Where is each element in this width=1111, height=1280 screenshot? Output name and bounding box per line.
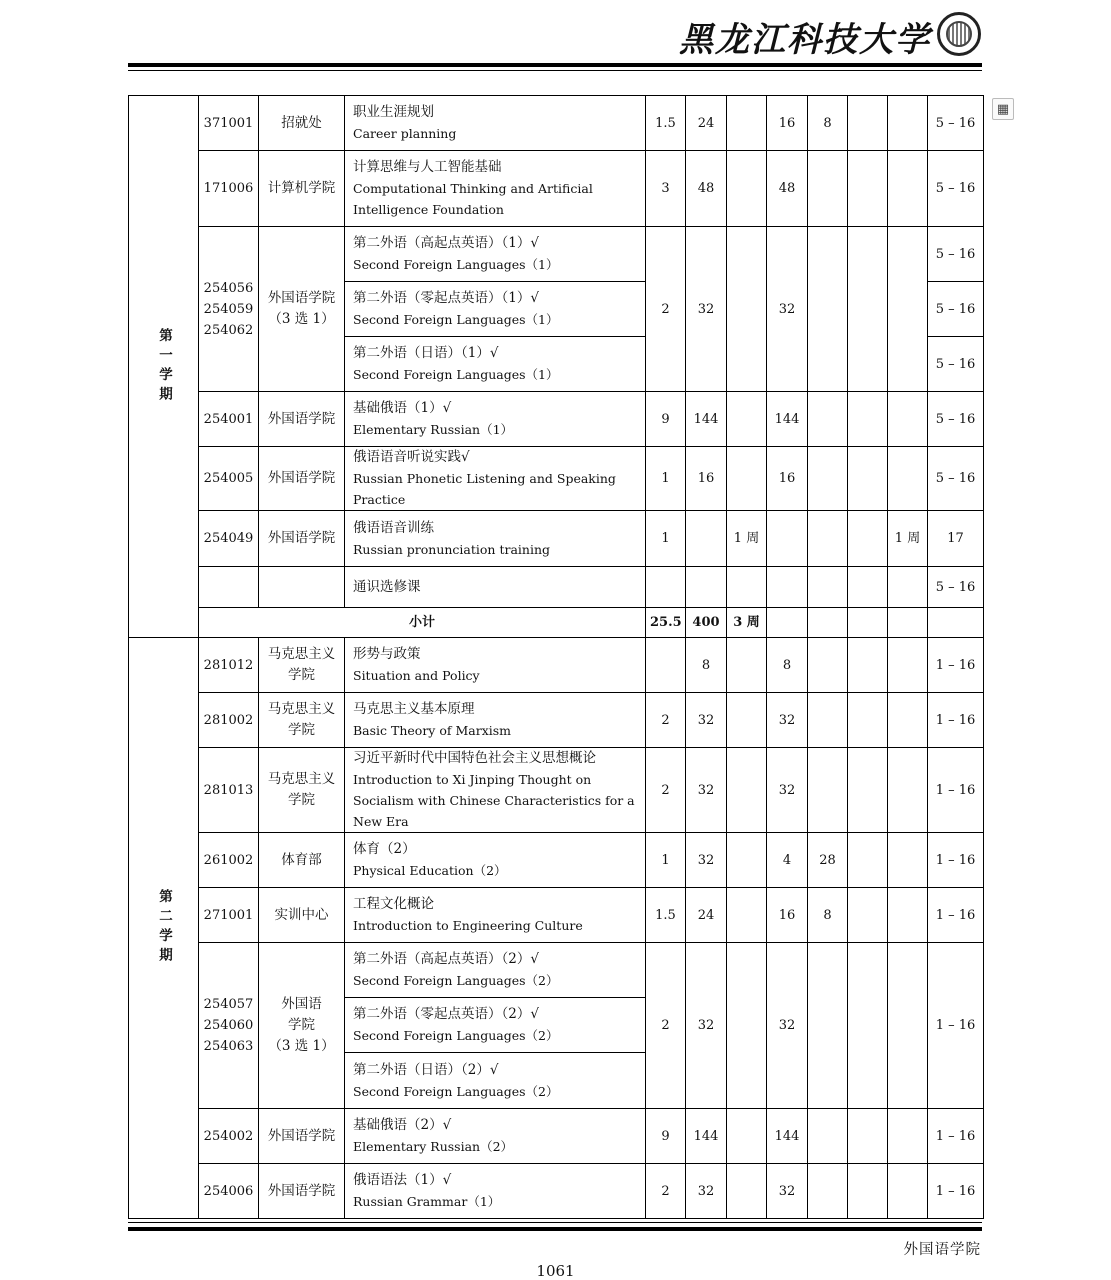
university-seal-icon bbox=[937, 12, 981, 56]
credit: 2 bbox=[646, 227, 686, 392]
course-name: 第二外语（高起点英语）（1）√ Second Foreign Languages（1） bbox=[345, 227, 646, 282]
term-weeks: 5 – 16 bbox=[928, 151, 984, 227]
lecture-hours: 144 bbox=[767, 392, 808, 447]
course-name: 通识选修课 bbox=[345, 567, 646, 608]
term-weeks: 5 – 16 bbox=[928, 447, 984, 511]
table-row bbox=[129, 567, 984, 608]
course-name: 第二外语（高起点英语）（2）√ Second Foreign Languages（2） bbox=[345, 943, 646, 998]
department: 外国语学院 bbox=[259, 392, 345, 447]
department: 外国语 学院 （3 选 1） bbox=[259, 943, 345, 1109]
lecture-hours: 16 bbox=[767, 96, 808, 151]
lecture-hours: 32 bbox=[767, 943, 808, 1109]
table-row bbox=[129, 693, 984, 748]
term-weeks: 5 – 16 bbox=[928, 96, 984, 151]
course-codes: 254056 254059 254062 bbox=[199, 227, 259, 392]
course-codes: 254057 254060 254063 bbox=[199, 943, 259, 1109]
credit: 1.5 bbox=[646, 888, 686, 943]
hours: 24 bbox=[686, 96, 727, 151]
department: 外国语学院 bbox=[259, 447, 345, 511]
credit: 2 bbox=[646, 1164, 686, 1219]
header-rule-thin bbox=[128, 70, 982, 71]
lecture-hours: 144 bbox=[767, 1109, 808, 1164]
term-weeks: 17 bbox=[928, 511, 984, 567]
lecture-hours: 16 bbox=[767, 888, 808, 943]
course-name: 俄语语法（1）√ Russian Grammar（1） bbox=[345, 1164, 646, 1219]
department: 马克思主义学院 bbox=[259, 748, 345, 833]
subtotal-row bbox=[129, 608, 984, 638]
table-row bbox=[129, 1164, 984, 1219]
term-weeks: 1 – 16 bbox=[928, 833, 984, 888]
practice-hours: 8 bbox=[808, 888, 848, 943]
course-name: 第二外语（日语）（2）√ Second Foreign Languages（2） bbox=[345, 1053, 646, 1109]
department: 外国语学院 bbox=[259, 1164, 345, 1219]
subtotal-weeks: 3 周 bbox=[727, 608, 767, 638]
course-name: 形势与政策 Situation and Policy bbox=[345, 638, 646, 693]
course-name: 第二外语（零起点英语）（1）√ Second Foreign Languages（1） bbox=[345, 282, 646, 337]
credit: 1 bbox=[646, 511, 686, 567]
page-number: 1061 bbox=[536, 1262, 575, 1280]
course-name: 基础俄语（1）√ Elementary Russian（1） bbox=[345, 392, 646, 447]
credit: 9 bbox=[646, 392, 686, 447]
table-row bbox=[129, 1109, 984, 1164]
term-weeks: 1 – 16 bbox=[928, 638, 984, 693]
subtotal-credit: 25.5 bbox=[646, 608, 686, 638]
lecture-hours: 32 bbox=[767, 1164, 808, 1219]
semester-label: 第一学期 bbox=[129, 96, 199, 638]
department: 外国语学院 bbox=[259, 511, 345, 567]
term-weeks: 1 – 16 bbox=[928, 748, 984, 833]
subtotal-label: 小计 bbox=[199, 608, 646, 638]
department: 体育部 bbox=[259, 833, 345, 888]
course-name: 第二外语（零起点英语）（2）√ Second Foreign Languages（2） bbox=[345, 998, 646, 1053]
credit: 2 bbox=[646, 943, 686, 1109]
department: 外国语学院 （3 选 1） bbox=[259, 227, 345, 392]
lecture-hours: 4 bbox=[767, 833, 808, 888]
university-logo: 黑龙江科技大学 bbox=[679, 20, 931, 60]
course-code: 371001 bbox=[199, 96, 259, 151]
footer-college: 外国语学院 bbox=[903, 1242, 981, 1258]
hours: 16 bbox=[686, 447, 727, 511]
lecture-hours: 32 bbox=[767, 693, 808, 748]
course-name: 马克思主义基本原理 Basic Theory of Marxism bbox=[345, 693, 646, 748]
practice-hours: 8 bbox=[808, 96, 848, 151]
course-name: 俄语语音训练 Russian pronunciation training bbox=[345, 511, 646, 567]
table-row bbox=[129, 392, 984, 447]
department: 马克思主义学院 bbox=[259, 638, 345, 693]
hours: 24 bbox=[686, 888, 727, 943]
weeks bbox=[727, 96, 767, 151]
credit: 1.5 bbox=[646, 96, 686, 151]
course-name: 工程文化概论 Introduction to Engineering Culture bbox=[345, 888, 646, 943]
course-code: 254001 bbox=[199, 392, 259, 447]
table-row bbox=[129, 943, 984, 998]
course-name: 俄语语音听说实践√ Russian Phonetic Listening and Speaking Practice bbox=[345, 447, 646, 511]
hours: 32 bbox=[686, 1164, 727, 1219]
course-name: 基础俄语（2）√ Elementary Russian（2） bbox=[345, 1109, 646, 1164]
semester-label: 第二学期 bbox=[129, 638, 199, 1219]
footer-rule-thin bbox=[128, 1222, 982, 1223]
credit: 3 bbox=[646, 151, 686, 227]
weeks: 1 周 bbox=[727, 511, 767, 567]
lecture-hours: 16 bbox=[767, 447, 808, 511]
table-row bbox=[129, 888, 984, 943]
course-name: 习近平新时代中国特色社会主义思想概论 Introduction to Xi Jinping Thought on Socialism with Chinese Characteristics for a New Era bbox=[345, 748, 646, 833]
term-weeks: 5 – 16 bbox=[928, 337, 984, 392]
credit: 2 bbox=[646, 693, 686, 748]
department: 外国语学院 bbox=[259, 1109, 345, 1164]
hours: 32 bbox=[686, 748, 727, 833]
table-row bbox=[129, 511, 984, 567]
lecture-hours: 48 bbox=[767, 151, 808, 227]
term-weeks: 1 – 16 bbox=[928, 693, 984, 748]
term-weeks: 5 – 16 bbox=[928, 567, 984, 608]
hours: 48 bbox=[686, 151, 727, 227]
hours: 144 bbox=[686, 392, 727, 447]
course-code: 281012 bbox=[199, 638, 259, 693]
department: 实训中心 bbox=[259, 888, 345, 943]
table-row bbox=[129, 96, 984, 151]
course-code: 254002 bbox=[199, 1109, 259, 1164]
table-row bbox=[129, 227, 984, 282]
course-code: 281002 bbox=[199, 693, 259, 748]
hours: 32 bbox=[686, 833, 727, 888]
course-code: 271001 bbox=[199, 888, 259, 943]
course-code: 254006 bbox=[199, 1164, 259, 1219]
course-code: 171006 bbox=[199, 151, 259, 227]
course-table bbox=[128, 95, 984, 1219]
credit: 1 bbox=[646, 833, 686, 888]
subtotal-hours: 400 bbox=[686, 608, 727, 638]
term-weeks: 1 – 16 bbox=[928, 1109, 984, 1164]
hours: 144 bbox=[686, 1109, 727, 1164]
department: 马克思主义学院 bbox=[259, 693, 345, 748]
practice-weeks: 1 周 bbox=[888, 511, 928, 567]
lecture-hours: 32 bbox=[767, 748, 808, 833]
course-code: 254049 bbox=[199, 511, 259, 567]
table-row bbox=[129, 833, 984, 888]
credit: 2 bbox=[646, 748, 686, 833]
table-row bbox=[129, 638, 984, 693]
practice-hours: 28 bbox=[808, 833, 848, 888]
term-weeks: 1 – 16 bbox=[928, 888, 984, 943]
course-name: 职业生涯规划 Career planning bbox=[345, 96, 646, 151]
credit: 1 bbox=[646, 447, 686, 511]
table-row bbox=[129, 447, 984, 511]
hours: 32 bbox=[686, 693, 727, 748]
course-code: 261002 bbox=[199, 833, 259, 888]
course-name: 第二外语（日语）（1）√ Second Foreign Languages（1） bbox=[345, 337, 646, 392]
grid-icon[interactable]: ▦ bbox=[992, 98, 1014, 120]
department: 招就处 bbox=[259, 96, 345, 151]
term-weeks: 1 – 16 bbox=[928, 1164, 984, 1219]
term-weeks: 1 – 16 bbox=[928, 943, 984, 1109]
course-code: 254005 bbox=[199, 447, 259, 511]
table-row bbox=[129, 151, 984, 227]
header-rule bbox=[128, 63, 982, 67]
course-name: 计算思维与人工智能基础 Computational Thinking and Artificial Intelligence Foundation bbox=[345, 151, 646, 227]
hours: 32 bbox=[686, 943, 727, 1109]
lecture-hours: 32 bbox=[767, 227, 808, 392]
hours: 8 bbox=[686, 638, 727, 693]
term-weeks: 5 – 16 bbox=[928, 282, 984, 337]
term-weeks: 5 – 16 bbox=[928, 227, 984, 282]
footer-rule bbox=[128, 1227, 982, 1231]
term-weeks: 5 – 16 bbox=[928, 392, 984, 447]
table-row bbox=[129, 748, 984, 833]
department: 计算机学院 bbox=[259, 151, 345, 227]
course-name: 体育（2） Physical Education（2） bbox=[345, 833, 646, 888]
course-code: 281013 bbox=[199, 748, 259, 833]
lecture-hours: 8 bbox=[767, 638, 808, 693]
credit: 9 bbox=[646, 1109, 686, 1164]
hours: 32 bbox=[686, 227, 727, 392]
